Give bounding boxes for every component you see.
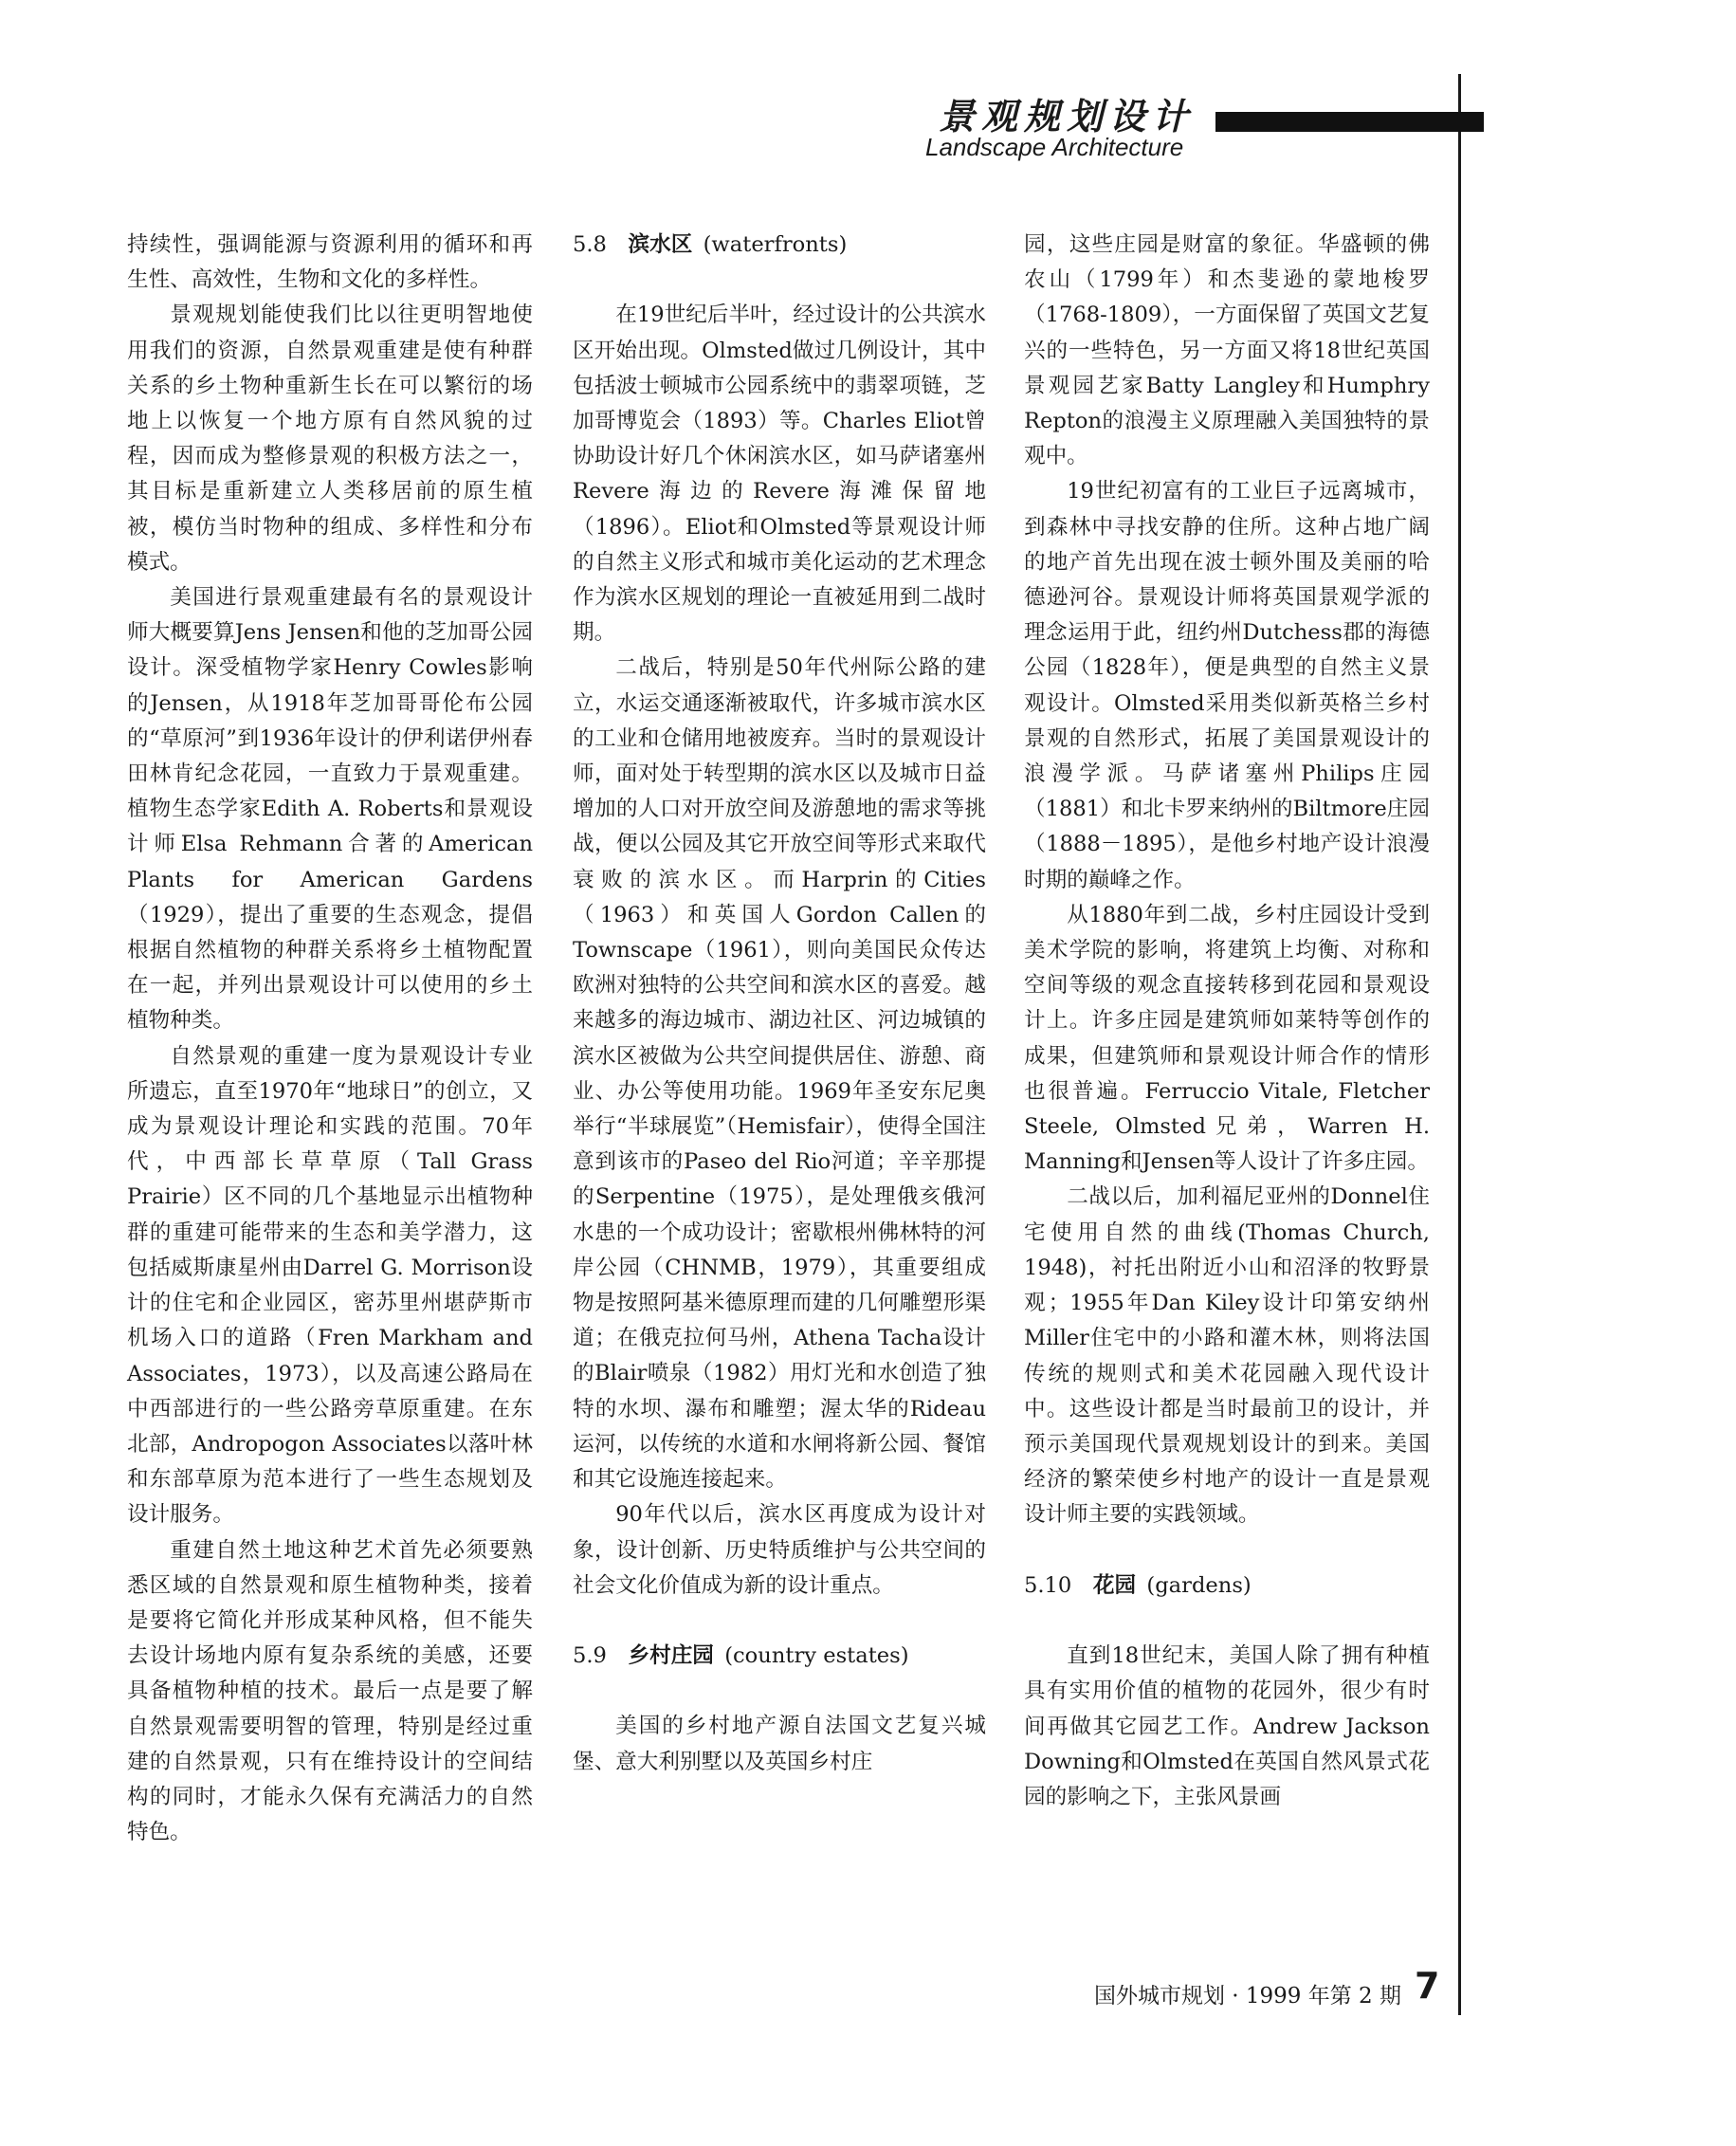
section-heading-5-8 — [573, 228, 986, 263]
paragraph: 19世纪初富有的工业巨子远离城市，到森林中寻找安静的住所。这种占地广阔的地产首先出现在波士顿外围及美丽的哈德逊河谷。景观设计师将英国景观学派的理念运用于此，纽约州Dutchess郡的海德公园（1828年），便是典型的自然主义景观设计。Olmsted采用类似新英格兰乡村景观的自然形式，拓展了美国景观设计的浪漫学派。马萨诸塞州Philips庄园（1881）和北卡罗来纳州的Biltmore庄园（1888－1895），是他乡村地产设计浪漫时期的巅峰之作。 — [1024, 479, 1430, 892]
section-title-en: (waterfronts) — [703, 232, 848, 257]
section-number: 5.9 — [573, 1643, 607, 1669]
column-1 — [127, 228, 533, 1850]
section-title-en: (country estates) — [724, 1643, 909, 1669]
paragraph: 二战以后，加利福尼亚州的Donnel住宅使用自然的曲线(Thomas Church, 1948)，衬托出附近小山和沼泽的牧野景观；1955年Dan Kiley设计印第安纳州Miller住宅中的小路和灌木林，则将法国传统的规则式和美术花园融入现代设计中。这些设计都是当时最前卫的设计，并预示美国现代景观规划设计的到来。美国经济的繁荣使乡村地产的设计一直是景观设计师主要的实践领域。 — [1024, 1184, 1430, 1528]
paragraph: 在19世纪后半叶，经过设计的公共滨水区开始出现。Olmsted做过几例设计，其中包括波士顿城市公园系统中的翡翠项链，芝加哥博览会（1893）等。Charles Eliot曾协助设计好几个休闲滨水区，如马萨诸塞州Revere海边的Revere海滩保留地（1896）。Eliot和Olmsted等景观设计师的自然主义形式和城市美化运动的艺术理念作为滨水区规划的理论一直被延用到二战时期。 — [573, 303, 986, 646]
paragraph: 美国的乡村地产源自法国文艺复兴城堡、意大利别墅以及英国乡村庄 — [573, 1714, 986, 1774]
section-heading-5-9 — [573, 1639, 986, 1674]
paragraph: 直到18世纪末，美国人除了拥有种植具有实用价值的植物的花园外，很少有时间再做其它园艺工作。Andrew Jackson Downing和Olmsted在英国自然风景式花园的影响之下，主张风景画 — [1024, 1643, 1430, 1809]
paragraph: 持续性，强调能源与资源利用的循环和再生性、高效性，生物和文化的多样性。 — [127, 232, 533, 293]
page-number: 7 — [1415, 1965, 1440, 2007]
paragraph: 美国进行景观重建最有名的景观设计师大概要算Jens Jensen和他的芝加哥公园设计。深受植物学家Henry Cowles影响的Jensen，从1918年芝加哥哥伦布公园的“草原河”到1936年设计的伊利诺伊州春田林肯纪念花园，一直致力于景观重建。植物生态学家Edith A. Roberts和景观设计师Elsa Rehmann合著的American Plants for American Gardens（1929），提出了重要的生态观念，提倡根据自然植物的种群关系将乡土植物配置在一起，并列出景观设计可以使用的乡土植物种类。 — [127, 585, 533, 1034]
paragraph: 重建自然土地这种艺术首先必须要熟悉区域的自然景观和原生植物种类，接着是要将它简化并形成某种风格，但不能失去设计场地内原有复杂系统的美感，还要具备植物种植的技术。最后一点是要了解自然景观需要明智的管理，特别是经过重建的自然景观，只有在维持设计的空间结构的同时，才能永久保有充满活力的自然特色。 — [127, 1537, 533, 1845]
section-title-zh: 景观规划设计 — [939, 96, 1196, 138]
header-vertical-rule — [1458, 74, 1461, 2015]
paragraph: 景观规划能使我们比以往更明智地使用我们的资源，自然景观重建是使有种群关系的乡土物种重新生长在可以繁衍的场地上以恢复一个地方原有自然风貌的过程，因而成为整修景观的积极方法之一，其目标是重新建立人类移居前的原生植被，模仿当时物种的组成、多样性和分布模式。 — [127, 303, 533, 575]
header-bar — [1215, 112, 1484, 132]
section-title: 乡村庄园 — [628, 1643, 714, 1669]
journal-footer: 国外城市规划 · 1999 年第 2 期 — [1093, 1984, 1401, 2008]
paragraph: 90年代以后，滨水区再度成为设计对象，设计创新、历史特质维护与公共空间的社会文化价值成为新的设计重点。 — [573, 1502, 986, 1598]
section-title: 滨水区 — [628, 232, 693, 257]
paragraph: 自然景观的重建一度为景观设计专业所遗忘，直至1970年“地球日”的创立，又成为景观设计理论和实践的范围。70年代，中西部长草草原（Tall Grass Prairie）区不同的几个基地显示出植物种群的重建可能带来的生态和美学潜力，这包括威斯康星州由Darrel G. Morrison设计的住宅和企业园区，密苏里州堪萨斯市机场入口的道路（Fren Markham and Associates，1973），以及高速公路局在中西部进行的一些公路旁草原重建。在东北部，Andropogon Associates以落叶林和东部草原为范本进行了一些生态规划及设计服务。 — [127, 1043, 533, 1528]
section-number: 5.10 — [1024, 1572, 1072, 1598]
paragraph: 二战后，特别是50年代州际公路的建立，水运交通逐渐被取代，许多城市滨水区的工业和仓储用地被废弃。当时的景观设计师，面对处于转型期的滨水区以及城市日益增加的人口对开放空间及游憩地的需求等挑战，便以公园及其它开放空间等形式来取代衰败的滨水区。而Harprin的Cities（1963）和英国人Gordon Callen的Townscape（1961），则向美国民众传达欧洲对独特的公共空间和滨水区的喜爱。越来越多的海边城市、湖边社区、河边城镇的滨水区被做为公共空间提供居住、游憩、商业、办公等使用功能。1969年圣安东尼奥举行“半球展览”（Hemisfair），使得全国注意到该市的Paseo del Rio河道；辛辛那提的Serpentine（1975），是处理俄亥俄河水患的一个成功设计；密歇根州佛林特的河岸公园（CHNMB，1979），其重要组成物是按照阿基米德原理而建的几何雕塑形渠道；在俄克拉何马州，Athena Tacha设计的Blair喷泉（1982）用灯光和水创造了独特的水坝、瀑布和雕塑；渥太华的Rideau运河，以传统的水道和水闸将新公园、餐馆和其它设施连接起来。 — [573, 655, 986, 1493]
paragraph: 园，这些庄园是财富的象征。华盛顿的佛农山（1799年）和杰斐逊的蒙地梭罗（1768-1809），一方面保留了英国文艺复兴的一些特色，另一方面又将18世纪英国景观园艺家Batty Langley和Humphry Repton的浪漫主义原理融入美国独特的景观中。 — [1024, 232, 1430, 469]
section-title: 花园 — [1092, 1572, 1137, 1598]
section-number: 5.8 — [573, 232, 607, 257]
section-title-en: Landscape Architecture — [925, 133, 1184, 161]
paragraph: 从1880年到二战，乡村庄园设计受到美术学院的影响，将建筑上均衡、对称和空间等级的观念直接转移到花园和景观设计上。许多庄园是建筑师如莱特等创作的成果，但建筑师和景观设计师合作的情形也很普遍。Ferruccio Vitale, Fletcher Steele, Olmsted兄弟，Warren H. Manning和Jensen等人设计了许多庄园。 — [1024, 902, 1430, 1175]
section-heading-5-10 — [1024, 1568, 1430, 1604]
section-title-en: (gardens) — [1146, 1572, 1252, 1598]
column-3 — [1024, 228, 1430, 1815]
column-2 — [573, 228, 986, 1780]
